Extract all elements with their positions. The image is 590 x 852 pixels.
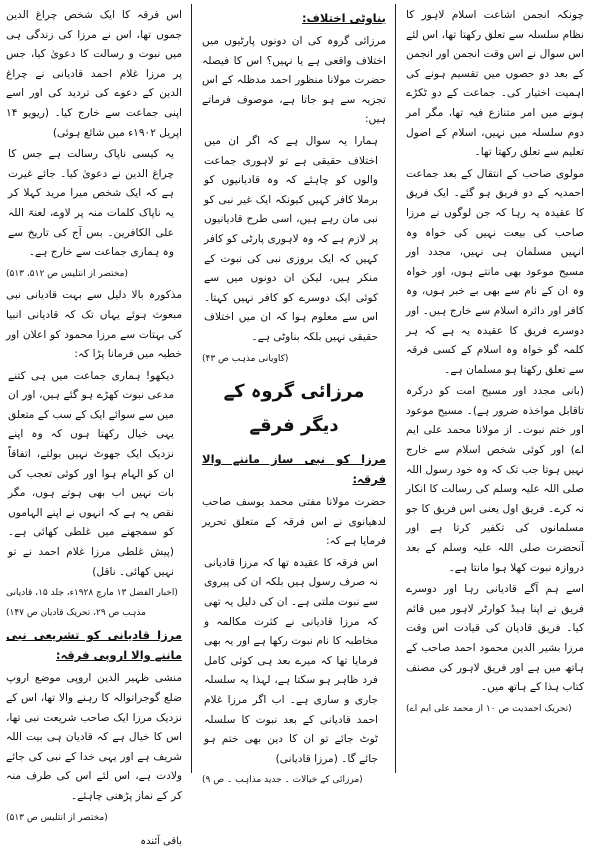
section-heading: بناوٹی اختلاف:	[301, 11, 386, 25]
citation: (مختصر از انتلیس ص ۵۱۳)	[6, 812, 108, 823]
quotation: اس فرقہ کا عقیدہ تھا کہ مرزا قادیانی نہ صرف رسول ہیں بلکہ ان کی پیروی سے نبوت ملتی ہے۔ ان کی دلیل یہ تھی کہ مرزا قادیانی نے کثرت مکالمہ و مخاطبہ کا نام نبوت رکھا ہے اور یہ بھی فرمایا تھا کہ میرے بعد ہی کوئی کامل فرد ظاہر ہو سکتا ہے، لہذا یہ سلسلہ جاری و ساری ہے۔ اب اگر مرزا غلام احمد قادیانی کے بعد نبوت کا سلسلہ ٹوٹ جائے تو ان کا دین بھی ختم ہو جائے گا۔ (مرزا قادیانی)	[204, 556, 378, 765]
article-title: مرزائی گروہ کے دیگر فرقے	[223, 381, 365, 437]
column-middle	[196, 0, 392, 786]
citation: (مختصر از انتلیس ص ۵۱۲، ۵۱۳)	[6, 268, 129, 279]
quotation: دیکھو! ہماری جماعت میں ہی کتنے مدعی نبوت کھڑے ہو گئے ہیں، اور ان میں سے سوائے ایک کے سب کے متعلق یہی خیال رکھتا ہوں کہ وہ اپنے نزدیک ایک جھوٹ نہیں بولتے، اتفاقاً ان کو الہام ہوا اور کوئی تعجب کی بات نہیں اب بھی ہوتے ہوں، مگر نقص یہ ہے کہ انہوں نے اپنے الہاموں کو سمجھنے میں غلطی کھائی ہے۔ (پیش غلطی مرزا غلام احمد نے تو نہیں کھائی۔ ناقل)	[8, 369, 174, 578]
citation: (تحریک احمدیت ص ۱۰ از محمد علی ایم اے)	[406, 703, 572, 714]
paragraph: مذکورہ بالا دلیل سے بہت قادیانی نبی مبعوث ہوئے یہاں تک کہ قادیانی انبیا کی بہتات سے مرزا محمود کو اعلان اور خطبہ میں فرمانا پڑا کہ:	[6, 289, 182, 361]
column-left	[0, 0, 188, 848]
paragraph: مرزائی گروہ کی ان دونوں پارٹیوں میں اختلاف واقعی ہے یا نہیں؟ اس کا فیصلہ حضرت مولانا منظور احمد مدظلہ کے اس تجزیہ سے ہو جاتا ہے، موصوف فرماتے ہیں:	[202, 35, 386, 126]
paragraph: مولوی صاحب کے انتقال کے بعد جماعت احمدیہ کے دو فریق ہو گئے۔ ایک فریق کا عقیدہ یہ رہا کہ جن لوگوں نے مرزا صاحب کی بیعت نہیں کی خواہ وہ انہیں مسلمان ہی نہیں، مجدد اور مسیح موعود بھی مانتے ہوں، اور خواہ وہ ان کے نام سے بھی بے خبر ہوں، وہ کافر اور دائرہ اسلام سے خارج ہیں۔ اور دوسرے فریق کا عقیدہ یہ ہے کہ ہر کلمہ گو خواہ وہ اسلام کے کسی فرقہ سے تعلق رکھتا ہو مسلمان ہے۔	[406, 167, 584, 376]
column-right	[400, 0, 590, 777]
section-heading: مرزا کو نبی ساز ماننے والا فرقہ:	[202, 452, 386, 487]
section-heading: مرزا قادیانی کو تشریعی نبی ماننے والا اروپی فرقہ:	[6, 628, 182, 663]
paragraph: (بانی مجدد اور مسیح امت کو درکرہ تاقابل مواخذہ ضرور ہے)۔ مسیح موعود اور ختم نبوت۔ از مولانا محمد علی ایم اے) اور کوئی شخص اسلام سے خارج نہیں ہوتا جب تک کہ وہ خود رسول اللہ صلی اللہ علیہ وسلم کی رسالت کا انکار نہ کرے۔ فریق اول یعنی اس فریق کا جو مسلمانوں کی تکفیر کرتا ہے اور آنحضرت صلی اللہ علیہ وسلم کے بعد دروازہ نبوت کھلا ہوا مانتا ہے۔	[406, 385, 584, 574]
citation: (مرزائی کے خیالات ۔ جدید مذاہب ۔ ص ۹)	[202, 775, 363, 786]
paragraph: حضرت مولانا مفتی محمد یوسف صاحب لدھیانوی نے اس فرقہ کے متعلق تحریر فرمایا ہے کہ:	[202, 496, 386, 548]
citation: (کاویانی مذہب ص ۴۳)	[202, 353, 289, 364]
quotation: یہ کیسی ناپاک رسالت ہے جس کا چراغ الدین نے دعویٰ کیا۔ جائے غیرت ہے کہ ایک شخص میرا مرید کہلا کر یہ ناپاک کلمات منہ پر لاوے، لعنۃ اللہ علی الکافرین۔ بس آج کی تاریخ سے وہ ہماری جماعت سے خارج ہے۔	[8, 148, 174, 259]
paragraph: چونکہ انجمن اشاعت اسلام لاہور کا نظام سلسلہ سے تعلق رکھتا تھا، اس لئے اس سوال نے اس وقت انجمن اور انجمن کے بعد دو حصوں میں تقسیم ہونے کی اہمیت اختیار کی۔ جماعت کے دو ٹکڑے ہونے میں امر متنازع فیہ تھا، مگر امر دوم سلسلہ میں نہیں، اسلام کے اصول تعلیم سے تعلق رکھتا تھا۔	[406, 9, 584, 159]
paragraph: منشی ظہیر الدین اروپی موضع اروپ ضلع گوجرانوالہ کا رہنے والا تھا، اس کے نزدیک مرزا ایک صاحب شریعت نبی تھا، اس کا خیال ہے کہ قادیان ہی بیت اللہ شریف ہے اور یہی خدا کے نبی کی جائے ولادت ہے، اس لئے اس کی طرف منہ کر کے نماز پڑھنی چاہئے۔	[6, 672, 182, 802]
column-divider	[191, 4, 192, 773]
quotation: ہمارا یہ سوال ہے کہ اگر ان میں اختلاف حقیقی ہے تو لاہوری جماعت والوں کو چاہئے کہ وہ قادیانیوں کو برملا کافر کہیں کیونکہ ایک غیر نبی کو نبی مان رہے ہیں، اسی طرح قادیانیوں پر لازم ہے کہ وہ لاہوری پارٹی کو کافر کہیں کہ ایک بروزی نبی کی نبوت کے منکر ہیں، لیکن ان دونوں میں سے کوئی ایک دوسرے کو کافر نہیں کہتا۔ اس سے معلوم ہوا کہ ان میں اختلاف حقیقی نہیں بلکہ بناوٹی ہے۔	[204, 134, 378, 343]
paragraph: اس فرقہ کا ایک شخص چراغ الدین جموں تھا، اس نے مرزا کی زندگی ہی میں نبوت و رسالت کا دعویٰ کیا، جس پر مرزا غلام احمد قادیانی نے چراغ الدین کے دعوے کی تردید کی اور اسے اپنی جماعت سے خارج کیا۔ (ریویو ۱۴ اپریل ۱۹۰۲ء میں شائع ہوئی)	[6, 9, 182, 139]
continued-label: باقی آئندہ	[140, 836, 182, 848]
paragraph: اسے ہم آگے قادیانی رہا اور دوسرے فریق نے اپنا ہیڈ کوارٹر لاہور میں قائم کیا۔ فریق قادیان کی قیادت اس وقت مرزا بشیر الدین محمود احمد صاحب کے ہاتھ میں ہے اور فریق لاہور کی مصنف کتاب ہذا کے ہاتھ میں۔	[406, 583, 584, 694]
column-divider	[395, 4, 396, 773]
citation: (اخبار الفضل ۱۳ مارچ ۱۹۲۸ء، جلد ۱۵، قادیانی مذہب ص ۲۹، تحریک قادیان ص ۱۴۷)	[6, 588, 178, 618]
